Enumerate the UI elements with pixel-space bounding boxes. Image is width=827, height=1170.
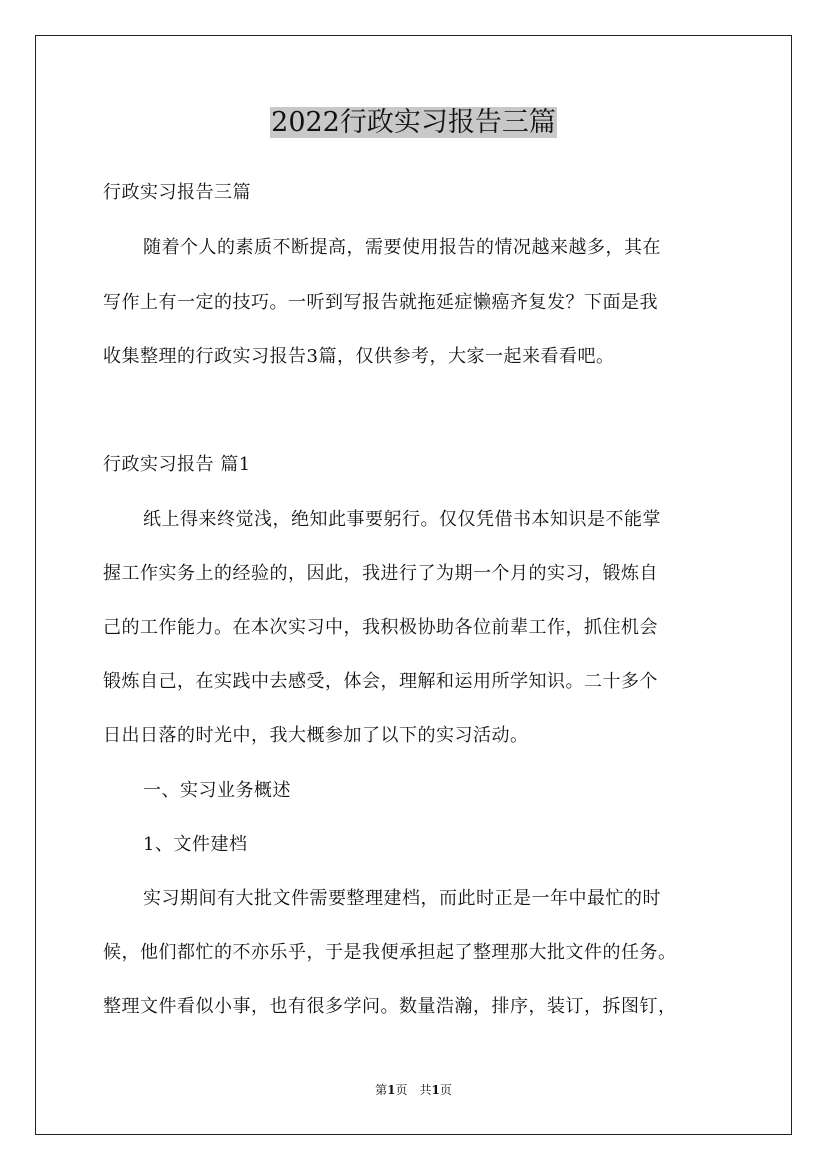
document-subtitle: 行政实习报告三篇 xyxy=(103,182,251,203)
section-para-line-5: 日出日落的时光中，我大概参加了以下的实习活动。 xyxy=(103,725,529,746)
outline-item: 1、文件建档 xyxy=(143,834,248,855)
final-para-line-1: 实习期间有大批文件需要整理建档，而此时正是一年中最忙的时 xyxy=(143,888,661,909)
footer-page-total: 1 xyxy=(431,1083,440,1097)
final-para-line-3: 整理文件看似小事，也有很多学问。数量浩瀚，排序，装订，拆图钉， xyxy=(103,996,677,1017)
section-para-line-4: 锻炼自己，在实践中去感受，体会，理解和运用所学知识。二十多个 xyxy=(103,671,658,692)
intro-line-2: 写作上有一定的技巧。一听到写报告就拖延症懒癌齐复发？下面是我 xyxy=(103,292,658,313)
final-para-line-2: 候，他们都忙的不亦乐乎，于是我便承担起了整理那大批文件的任务。 xyxy=(103,942,677,963)
footer-page-prefix: 第 xyxy=(375,1083,388,1097)
document-title xyxy=(0,103,827,143)
footer-page-mid: 页 共 xyxy=(395,1083,432,1097)
outline-heading: 一、实习业务概述 xyxy=(143,780,291,801)
intro-line-3: 收集整理的行政实习报告3篇，仅供参考，大家一起来看看吧。 xyxy=(103,346,615,367)
page-footer xyxy=(0,1082,827,1098)
section-para-line-1: 纸上得来终觉浅，绝知此事要躬行。仅仅凭借书本知识是不能掌 xyxy=(143,509,661,530)
document-title-text: 2022行政实习报告三篇 xyxy=(271,107,556,138)
footer-page-suffix: 页 xyxy=(439,1083,452,1097)
section-para-line-3: 己的工作能力。在本次实习中，我积极协助各位前辈工作，抓住机会 xyxy=(103,617,658,638)
section-para-line-2: 握工作实务上的经验的，因此，我进行了为期一个月的实习，锻炼自 xyxy=(103,563,658,584)
footer-page-current: 1 xyxy=(387,1083,396,1097)
intro-line-1: 随着个人的素质不断提高，需要使用报告的情况越来越多，其在 xyxy=(143,237,661,258)
section-heading: 行政实习报告 篇1 xyxy=(103,454,251,475)
